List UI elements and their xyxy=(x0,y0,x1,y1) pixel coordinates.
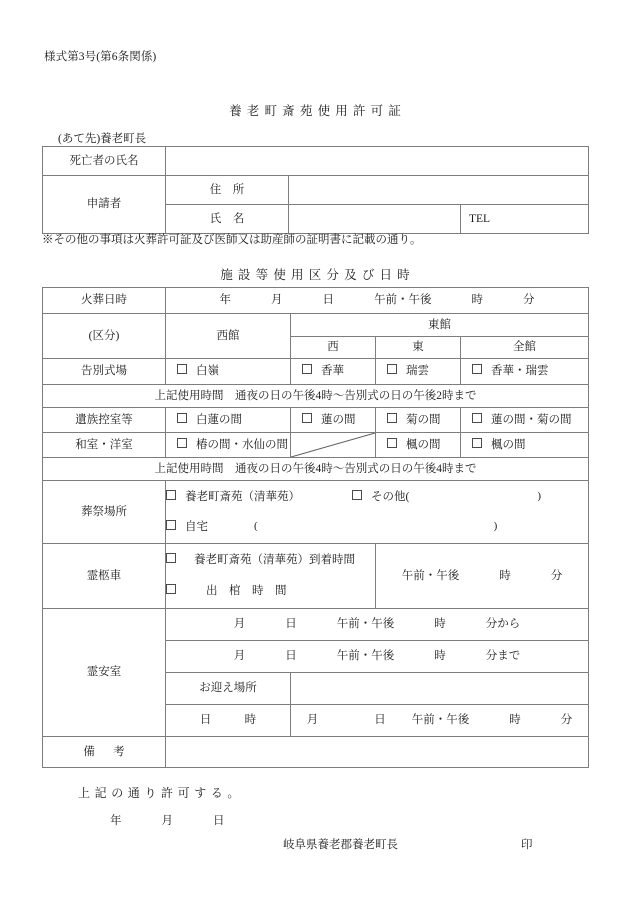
note-text: ※その他の事項は火葬許可証及び医師又は助産師の証明書に記載の通り。 xyxy=(42,234,422,246)
usage-note-1: 上記使用時間 通夜の日の午後4時～告別式の日の午後2時まで xyxy=(43,385,589,408)
permit-date xyxy=(110,812,225,828)
hearse-option-arrival[interactable] xyxy=(166,545,375,576)
table-row xyxy=(43,458,589,481)
option-label: 椿の間・水仙の間 xyxy=(196,438,288,451)
applicant-label: 申請者 xyxy=(43,176,166,234)
facility-table xyxy=(42,287,589,768)
option-label: 白蓮の間 xyxy=(196,413,242,426)
funeral-option-saien[interactable] xyxy=(166,490,300,504)
table-row xyxy=(43,433,589,458)
hearse-time-field[interactable] xyxy=(376,544,589,609)
deceased-name-field[interactable] xyxy=(166,147,589,176)
checkbox-icon[interactable] xyxy=(387,413,397,423)
pickup-datetime-field[interactable] xyxy=(291,705,589,737)
pickup-place-label: お迎え場所 xyxy=(166,673,291,705)
day-label: 日 xyxy=(322,294,334,307)
minute-label: 分から xyxy=(485,618,521,631)
checkbox-icon[interactable] xyxy=(302,413,312,423)
ampm-label: 午前・午後 xyxy=(336,650,395,663)
day-label: 日 xyxy=(285,618,297,631)
ampm-label: 午前・午後 xyxy=(411,714,470,727)
checkbox-icon[interactable] xyxy=(387,438,397,448)
struck-out-cell xyxy=(291,433,376,458)
month-label: 月 xyxy=(306,714,319,727)
home-open-paren: ( xyxy=(254,520,258,533)
home-close-paren: ) xyxy=(493,520,498,533)
table-row xyxy=(43,288,589,314)
room-option-tsubaki-suisen[interactable] xyxy=(166,433,291,458)
family-room-option-hasu-kiku[interactable] xyxy=(461,408,589,433)
mayor-title: 岐阜県養老郡養老町長 xyxy=(283,839,398,851)
farewell-hall-label: 告別式場 xyxy=(43,359,166,385)
document-title: 養老町斎苑使用許可証 xyxy=(229,104,407,118)
year-label: 年 xyxy=(110,815,122,827)
option-label: 菊の間 xyxy=(406,413,441,426)
table-row xyxy=(43,737,589,768)
option-label: その他( xyxy=(371,490,410,503)
name-field[interactable] xyxy=(289,205,461,234)
hour-label: 時 xyxy=(434,618,446,631)
hearse-options[interactable] xyxy=(166,544,376,609)
family-room-label: 遺族控室等 xyxy=(43,408,166,433)
east-sub-east-label: 東 xyxy=(376,337,461,359)
option-label: 蓮の間 xyxy=(321,413,356,426)
east-sub-west-label: 西 xyxy=(291,337,376,359)
address-label: 住 所 xyxy=(166,176,289,205)
table-row xyxy=(43,385,589,408)
hour-label: 時 xyxy=(499,569,511,582)
usage-note-2: 上記使用時間 通夜の日の午後4時～告別式の日の午後4時まで xyxy=(43,458,589,481)
hour-label: 時 xyxy=(471,294,483,307)
mortuary-label: 霊安室 xyxy=(43,609,166,737)
option-label: 出 棺 時 間 xyxy=(206,585,287,598)
minute-label: 分 xyxy=(523,294,535,307)
farewell-option-zuiun[interactable] xyxy=(376,359,461,385)
funeral-place-label: 葬祭場所 xyxy=(43,481,166,544)
checkbox-icon[interactable] xyxy=(166,553,176,563)
option-label: 養老町斎苑（清華苑） xyxy=(185,490,300,503)
checkbox-icon[interactable] xyxy=(352,490,362,500)
ampm-label: 午前・午後 xyxy=(336,618,395,631)
checkbox-icon[interactable] xyxy=(472,413,482,423)
option-label: 白嶺 xyxy=(196,365,219,378)
month-label: 月 xyxy=(271,294,283,307)
day-label: 日 xyxy=(213,815,225,827)
room-option-kaede-1[interactable] xyxy=(376,433,461,458)
option-label: 養老町斎苑（清華苑）到着時間 xyxy=(194,554,355,567)
datetime-label: 日 時 xyxy=(166,705,291,737)
form-number: 様式第3号(第6条関係) xyxy=(44,51,157,63)
month-label: 月 xyxy=(161,815,173,827)
applicant-table xyxy=(42,146,589,234)
hearse-option-departure[interactable] xyxy=(166,576,375,607)
option-label: 楓の間 xyxy=(406,438,441,451)
farewell-option-kouge[interactable] xyxy=(291,359,376,385)
month-label: 月 xyxy=(233,650,246,663)
table-row xyxy=(43,314,589,337)
cremation-datetime-field[interactable] xyxy=(166,288,589,314)
division-label: (区分) xyxy=(43,314,166,359)
east-hall-label: 東館 xyxy=(291,314,589,337)
cremation-datetime-label: 火葬日時 xyxy=(43,288,166,314)
hour-label: 時 xyxy=(434,650,446,663)
all-halls-label: 全館 xyxy=(461,337,589,359)
west-hall-label: 西館 xyxy=(166,314,291,359)
day-label: 日 xyxy=(285,650,297,663)
table-row xyxy=(43,176,589,205)
name-label: 氏 名 xyxy=(166,205,289,234)
mortuary-to-field[interactable] xyxy=(166,641,589,673)
option-label: 香華・瑞雲 xyxy=(491,365,549,378)
checkbox-icon[interactable] xyxy=(166,520,176,530)
month-label: 月 xyxy=(233,618,246,631)
checkbox-icon[interactable] xyxy=(166,584,176,594)
minute-label: 分まで xyxy=(485,650,521,663)
remarks-field[interactable] xyxy=(166,737,589,768)
funeral-option-home[interactable] xyxy=(166,520,208,534)
diagonal-strike-icon xyxy=(291,433,375,457)
table-row xyxy=(43,147,589,176)
ampm-label: 午前・午後 xyxy=(374,294,432,307)
table-row xyxy=(43,408,589,433)
year-label: 年 xyxy=(219,294,231,307)
family-room-option-hasu[interactable] xyxy=(291,408,376,433)
farewell-option-kouge-zuiun[interactable] xyxy=(461,359,589,385)
permit-statement: 上記の通り許可する。 xyxy=(78,786,245,800)
checkbox-icon[interactable] xyxy=(177,413,187,423)
mortuary-from-field[interactable] xyxy=(166,609,589,641)
funeral-place-options[interactable] xyxy=(166,481,589,544)
farewell-option-hakurei[interactable] xyxy=(166,359,291,385)
minute-label: 分 xyxy=(560,714,573,727)
checkbox-icon[interactable] xyxy=(387,364,397,374)
day-label: 日 xyxy=(374,714,386,727)
address-field[interactable] xyxy=(289,176,589,205)
other-close-paren: ) xyxy=(537,490,542,503)
section-title: 施設等使用区分及び日時 xyxy=(220,268,415,282)
option-label: 楓の間 xyxy=(491,438,526,451)
table-row xyxy=(43,609,589,641)
checkbox-icon[interactable] xyxy=(472,438,482,448)
checkbox-icon[interactable] xyxy=(166,490,176,500)
minute-label: 分 xyxy=(550,569,563,582)
deceased-name-label: 死亡者の氏名 xyxy=(43,147,166,176)
hour-label: 時 xyxy=(509,714,521,727)
addressee-label: (あて先)養老町長 xyxy=(58,133,147,145)
tel-label: TEL xyxy=(461,205,589,234)
ampm-label: 午前・午後 xyxy=(401,569,460,582)
hearse-label: 霊柩車 xyxy=(43,544,166,609)
checkbox-icon[interactable] xyxy=(177,364,187,374)
funeral-place-line-2 xyxy=(166,512,588,542)
option-label: 蓮の間・菊の間 xyxy=(491,413,572,426)
funeral-option-other[interactable] xyxy=(352,490,409,504)
room-option-kaede-2[interactable] xyxy=(461,433,589,458)
japanese-western-room-label: 和室・洋室 xyxy=(43,433,166,458)
pickup-place-field[interactable] xyxy=(291,673,589,705)
table-row xyxy=(43,544,589,609)
checkbox-icon[interactable] xyxy=(302,364,312,374)
option-label: 香華 xyxy=(321,365,344,378)
family-room-option-byakuren[interactable] xyxy=(166,408,291,433)
table-row xyxy=(43,359,589,385)
funeral-place-line-1 xyxy=(166,482,588,512)
checkbox-icon[interactable] xyxy=(472,364,482,374)
remarks-label: 備 考 xyxy=(43,737,166,768)
checkbox-icon[interactable] xyxy=(177,438,187,448)
option-label: 自宅 xyxy=(185,520,208,533)
family-room-option-kiku[interactable] xyxy=(376,408,461,433)
seal-mark: 印 xyxy=(521,839,533,851)
option-label: 瑞雲 xyxy=(406,365,429,378)
table-row xyxy=(43,481,589,544)
